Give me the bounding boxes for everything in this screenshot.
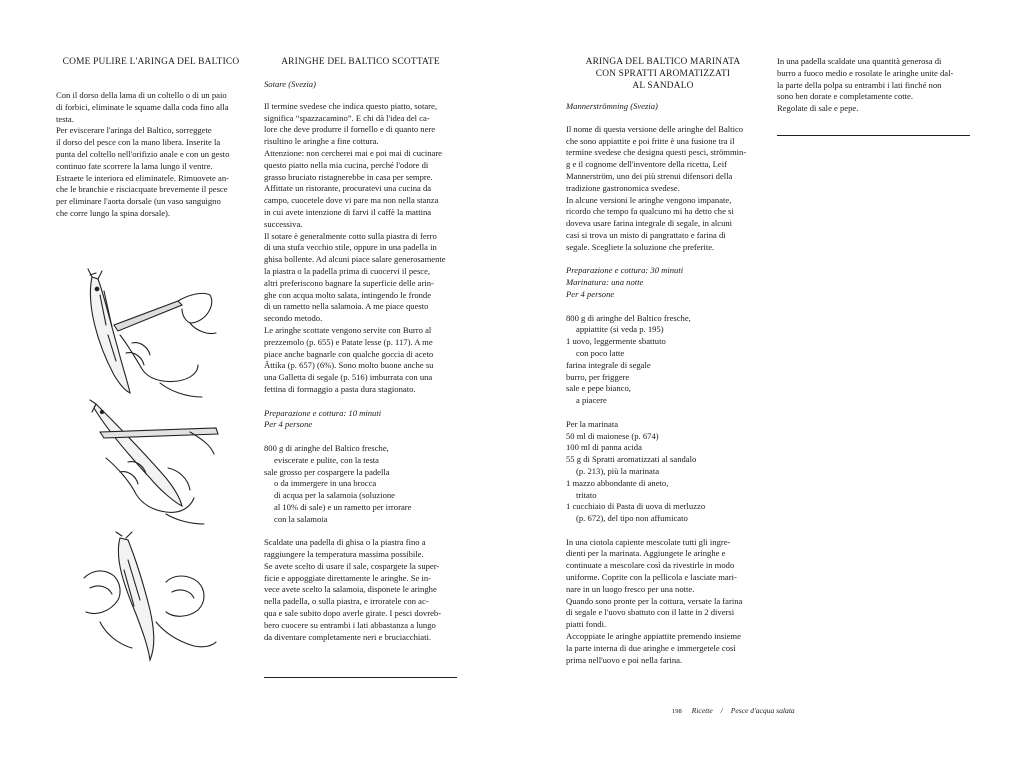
text-line: di forbici, eliminate le squame dalla coda fino alla — [56, 101, 229, 112]
text-line: segale. Scegliete la soluzione che preferite. — [566, 241, 715, 252]
text-line: il dorso del pesce con la mano libera. Inserite la — [56, 137, 221, 148]
text-line: sono ben dorate e completamente cotte. — [777, 91, 914, 102]
text-line: questo piatto nella mia cucina, perché l'odore di — [264, 159, 429, 170]
text-line: In una ciotola capiente mescolate tutti gli ingre- — [566, 536, 731, 547]
ingredient-line: (p. 672), del tipo non affumicato — [576, 513, 688, 524]
text-line: piatti fondi. — [566, 619, 607, 630]
seared-herring-column — [264, 56, 457, 643]
section-rule — [777, 135, 970, 136]
text-line: qua e sale subito dopo averle girate. I pesci dovreb- — [264, 608, 442, 619]
text-line: secondo metodo. — [264, 313, 323, 324]
recipe-intro — [264, 101, 457, 396]
opening-illustration — [70, 530, 220, 670]
text-line: In alcune versioni le aringhe vengono impanate, — [566, 194, 732, 205]
gutting-illustration — [70, 398, 220, 530]
text-line: burro a fuoco medio e rosolate le aringhe unite dal- — [777, 67, 954, 78]
text-line: Il sotare è generalmente cotto sulla piastra di ferro — [264, 230, 437, 241]
marinating-time: Marinatura: una notte — [566, 277, 644, 288]
text-line: prima nell'uovo e poi nella farina. — [566, 654, 683, 665]
cleaning-title: COME PULIRE L'ARINGA DEL BALTICO — [62, 57, 240, 67]
ingredient-line: al 10% di sale) e un rametto per irrorare — [274, 501, 412, 512]
text-line: che corre lungo la spina dorsale). — [56, 207, 171, 218]
text-line: termine svedese che designa questi pesci, strömmin- — [566, 147, 747, 158]
recipe-subtitle: Mannerströmning (Svezia) — [566, 101, 658, 111]
text-line: ficie e appoggiate direttamente le aringhe. Se in- — [264, 572, 432, 583]
footer-section: Ricette — [691, 706, 713, 715]
text-line: uniforme. Coprite con la pellicola e lasciate mari- — [566, 572, 737, 583]
text-line: punta del coltello nell'orifizio anale e con un gesto — [56, 148, 230, 159]
ingredient-line: 1 cucchiaio di Pasta di uova di merluzzo — [566, 501, 706, 512]
ingredients-list — [566, 313, 760, 407]
text-line: in cui avete intenzione di farvi il caffè la mattina — [264, 206, 432, 217]
ingredient-line: 55 g di Spratti aromatizzati al sandalo — [566, 454, 697, 465]
ingredients-list — [264, 443, 457, 526]
text-line: Mannerström, uno dei più strenui difensori della — [566, 170, 733, 181]
text-line: lore che deve produrre il fornello e di quanto nere — [264, 124, 436, 135]
ingredient-line: 50 ml di maionese (p. 674) — [566, 430, 659, 441]
text-line: Le aringhe scottate vengono servite con Burro al — [264, 324, 432, 335]
text-line: raggiungere la temperatura massima possibile. — [264, 549, 424, 560]
ingredient-line: sale e pepe bianco, — [566, 383, 631, 394]
text-line: Per eviscerare l'aringa del Baltico, sorreggete — [56, 125, 212, 136]
text-line: bero cuocere su entrambi i lati abbastanza a lungo — [264, 619, 436, 630]
text-line: continuate a mescolare così da rivestirle in modo — [566, 560, 735, 571]
ingredient-line: 800 g di aringhe del Baltico fresche, — [264, 442, 389, 453]
title-line: AL SANDALO — [632, 81, 694, 91]
ingredient-line: appiattite (si veda p. 195) — [576, 324, 664, 335]
method-text — [264, 537, 457, 643]
text-line: di un rametto nella salamoia. A me piace questo — [264, 301, 429, 312]
text-line: la parte interna di due aringhe e immergetele così — [566, 642, 736, 653]
text-line: da diventare completamente neri e bruciacchiati. — [264, 631, 432, 642]
text-line: che le branchie e risciacquate brevemente il pesce — [56, 184, 228, 195]
text-line: Affittate un ristorante, procuratevi una cucina da — [264, 183, 432, 194]
cleaning-text — [56, 90, 246, 220]
text-line: Attenzione: non cercherei mai e poi mai di cucinare — [264, 147, 443, 158]
text-line: di segale e l'uovo sbattuto con il latte in 2 diversi — [566, 607, 735, 618]
text-line: g e il cognome dell'inventore della ricetta, Leif — [566, 159, 727, 170]
text-line: Se avete scelto di usare il sale, cospargete la super- — [264, 560, 440, 571]
ingredient-line: farina integrale di segale — [566, 359, 651, 370]
marinade-heading: Per la marinata — [566, 418, 619, 429]
text-line: Il nome di questa versione delle aringhe del Baltico — [566, 123, 744, 134]
text-line: la piastra o la padella prima di cuocervi il pesce, — [264, 265, 431, 276]
cleaning-column — [56, 56, 246, 220]
ingredient-line: sale grosso per cospargere la padella — [264, 466, 390, 477]
section-rule — [264, 677, 457, 678]
ingredient-line: con la salamoia — [274, 513, 328, 524]
page-footer — [672, 706, 795, 715]
text-line: Ättika (p. 657) (6%). Sono molto buone anche su — [264, 360, 434, 371]
text-line: Accoppiate le aringhe appiattite premendo insieme — [566, 631, 741, 642]
text-line: altri preferiscono bagnare la superficie delle arin- — [264, 277, 434, 288]
text-line: significa “spazzacamino”. E chi dà l'idea del ca- — [264, 112, 430, 123]
text-line: grasso bruciato ristagnerebbe in casa per sempre. — [264, 171, 433, 182]
ingredient-line: (p. 213), più la marinata — [576, 465, 660, 476]
text-line: che sono appiattite e poi fritte è una fusione tra il — [566, 135, 735, 146]
text-line: dienti per la marinata. Aggiungete le aringhe e — [566, 548, 726, 559]
recipe-intro — [566, 124, 760, 254]
ingredient-line: eviscerate e pulite, con la testa — [274, 454, 379, 465]
text-line: risultino le aringhe a fine cottura. — [264, 136, 379, 147]
text-line: nare in un luogo fresco per una notte. — [566, 583, 695, 594]
text-line: Estraete le interiora ed eliminatele. Rimuovete an- — [56, 172, 229, 183]
recipe-title: ARINGHE DEL BALTICO SCOTTATE — [281, 57, 440, 67]
ingredient-line: burro, per friggere — [566, 371, 630, 382]
marinade-list — [566, 431, 760, 525]
text-line: continuo fate scorrere la lama lungo il ventre. — [56, 160, 213, 171]
text-line: Scaldate una padella di ghisa o la piastra fino a — [264, 537, 426, 548]
prep-time: Preparazione e cottura: 30 minuti — [566, 265, 684, 276]
footer-separator: / — [720, 706, 723, 715]
footer-chapter: Pesce d'acqua salata — [730, 706, 795, 715]
title-line: CON SPRATTI AROMATIZZATI — [595, 69, 731, 79]
text-line: testa. — [56, 113, 74, 124]
title-line: ARINGA DEL BALTICO MARINATA — [585, 57, 741, 67]
text-line: ghe con acqua molto salata, intingendo le fronde — [264, 289, 432, 300]
ingredient-line: a piacere — [576, 395, 607, 406]
text-line: piace anche bagnarle con qualche goccia di aceto — [264, 348, 434, 359]
text-line: prezzemolo (p. 655) e Patate lesse (p. 117). A me — [264, 336, 433, 347]
text-line: di una stufa vecchio stile, oppure in una padella in — [264, 242, 437, 253]
text-line: ricordo che tempo fa qualcuno mi ha detto che si — [566, 206, 734, 217]
ingredient-line: o da immergere in una brocca — [274, 478, 377, 489]
text-line: campo, cuocetele dove vi pare ma non nella stanza — [264, 195, 439, 206]
servings: Per 4 persone — [264, 419, 313, 430]
ingredient-line: con poco latte — [576, 347, 625, 358]
text-line: ghisa bollente. Ad alcuni piace salare generosamente — [264, 254, 446, 265]
text-line: la parte della polpa su entrambi i lati finché non — [777, 79, 942, 90]
page-number: 198 — [672, 708, 682, 715]
ingredient-line: 1 mazzo abbondante di aneto, — [566, 477, 669, 488]
text-line: nella padella, o sulla piastra, e irroratele con ac- — [264, 596, 429, 607]
text-line: Regolate di sale e pepe. — [777, 103, 859, 114]
scaling-illustration — [70, 265, 220, 405]
text-line: una Galletta di segale (p. 516) imburrata con una — [264, 372, 433, 383]
text-line: Con il dorso della lama di un coltello o di un paio — [56, 90, 227, 100]
ingredient-line: 800 g di aringhe del Baltico fresche, — [566, 312, 691, 323]
prep-time: Preparazione e cottura: 10 minuti — [264, 407, 382, 418]
text-line: fettina di formaggio a pasta dura stagionato. — [264, 383, 416, 394]
text-line: per eliminare l'aorta dorsale (un vaso sanguigno — [56, 196, 221, 207]
ingredient-line: tritato — [576, 489, 597, 500]
marinated-herring-column — [566, 56, 760, 666]
ingredient-line: di acqua per la salamoia (soluzione — [274, 490, 395, 501]
method-continued-text — [777, 56, 970, 115]
text-line: tradizione gastronomica svedese. — [566, 182, 680, 193]
method-text — [566, 537, 760, 667]
text-line: In una padella scaldate una quantità generosa di — [777, 56, 942, 66]
servings: Per 4 persone — [566, 288, 615, 299]
text-line: vece avete scelto la salamoia, disponete le aringhe — [264, 584, 437, 595]
method-continued-column — [777, 56, 970, 115]
text-line: Quando sono pronte per la cottura, versate la farina — [566, 595, 743, 606]
recipe-title — [566, 56, 760, 92]
text-line: casi si trova un misto di pangrattato e farina di — [566, 229, 726, 240]
ingredient-line: 100 ml di panna acida — [566, 442, 642, 453]
text-line: Il termine svedese che indica questo piatto, sotare, — [264, 100, 438, 111]
recipe-subtitle: Sotare (Svezia) — [264, 79, 316, 89]
text-line: successiva. — [264, 218, 303, 229]
ingredient-line: 1 uovo, leggermente sbattuto — [566, 336, 666, 347]
text-line: doveva usare farina integrale di segale, in alcuni — [566, 218, 733, 229]
